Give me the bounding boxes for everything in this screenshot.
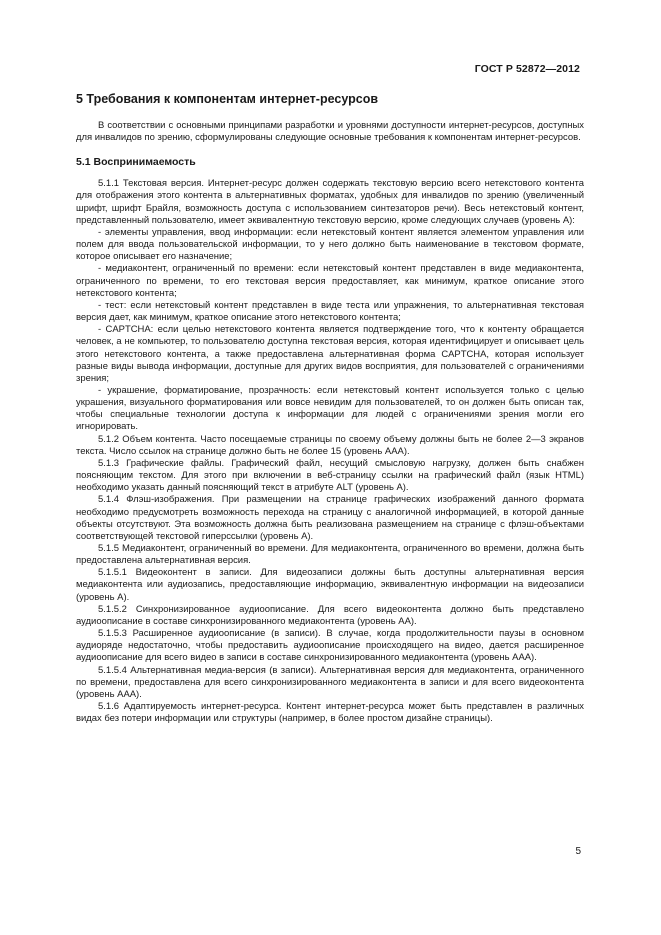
- paragraph-5-1-2: 5.1.2 Объем контента. Часто посещаемые страницы по своему объему должны быть не более 2—3 экранов текста. Число ссылок на странице должно быть не более 15 (уровень ААА).: [76, 433, 584, 457]
- page-number: 5: [575, 846, 581, 857]
- document-code: ГОСТ Р 52872—2012: [474, 63, 580, 75]
- page-content: [76, 92, 584, 725]
- paragraph-5-1-5-4: 5.1.5.4 Альтернативная медиа-версия (в записи). Альтернативная версия для медиаконтента, ограниченного по времени, предоставлена для всего синхронизированного медиаконтента в записи и для всего видеоконтента (уровень ААА).: [76, 664, 584, 700]
- list-item-test: - тест: если нетекстовый контент представлен в виде теста или упражнения, то альтернативная текстовая версия дает, как минимум, краткое описание этого нетекстового контента;: [76, 299, 584, 324]
- list-item-controls: - элементы управления, ввод информации: если нетекстовый контент является элементом управления или полем для ввода пользовательской информации, то у него должно быть наименование в текстовом формате, которое описывает его назначение;: [76, 226, 584, 263]
- list-item-decoration: - украшение, форматирование, прозрачность: если нетекстовый контент используется только с целью украшения, визуального форматирования или вовсе невидим для пользователей, то он должен быть описан так, чтобы специальные технологии доступа к информации для людей с ограничениями зрения могли его игнорировать.: [76, 384, 584, 433]
- subsection-title: 5.1 Воспринимаемость: [76, 156, 196, 169]
- paragraph-5-1-1: 5.1.1 Текстовая версия. Интернет-ресурс должен содержать текстовую версию всего нетекстового контента для отображения этого контента в альтернативных форматах, удобных для инвалидов по зрению (увеличенный шрифт, шрифт Брайля, возможность доступа с использованием синтезаторов речи). Весь нетекстовый контент, представленный пользователю, имеет эквивалентную текстовую версию, кроме следующих случаев (уровень А):: [76, 178, 584, 226]
- paragraph-5-1-5-2: 5.1.5.2 Синхронизированное аудиоописание. Для всего видеоконтента должно быть представлено аудиоописание в составе синхронизированного медиаконтента (уровень АА).: [76, 603, 584, 627]
- paragraph-5-1-6: 5.1.6 Адаптируемость интернет-ресурса. Контент интернет-ресурса может быть представлен в различных видах без потери информации или структуры (например, в более простом дизайне страницы).: [76, 701, 584, 725]
- paragraph-5-1-5-3: 5.1.5.3 Расширенное аудиоописание (в записи). В случае, когда продолжительности паузы в основном аудиоряде недостаточно, чтобы предоставить аудиоописание происходящего на видео, дается расширенное аудиоописание для всего видео в записи в составе синхронизированного медиаконтента (уровень ААА).: [76, 628, 584, 664]
- paragraph-5-1-5: 5.1.5 Медиаконтент, ограниченный во времени. Для медиаконтента, ограниченного во времени, должна быть предоставлена альтернативная версия.: [76, 543, 584, 567]
- list-item-captcha: - CAPTCHA: если целью нетекстового контента является подтверждение того, что к контенту обращается человек, а не компьютер, то пользователю доступна текстовая версия, которая идентифицирует и описывает цель этого нетекстового контента, а также предоставлена альтернативная форма CAPTCHA, которая использует разные виды вывода информации, доступные для других видов восприятия, для пользователей с ограничениями зрения;: [76, 324, 584, 384]
- paragraph-5-1-3: 5.1.3 Графические файлы. Графический файл, несущий смысловую нагрузку, должен быть снабжен поясняющим текстом. Для этого при включении в веб-страницу ссылки на графический файл (язык HTML) необходимо указать данный поясняющий текст в атрибуте ALT (уровень А).: [76, 457, 584, 494]
- paragraph-5-1-4: 5.1.4 Флэш-изображения. При размещении на странице графических изображений данного формата необходимо предусмотреть возможность перехода на страницу с аналогичной информацией, в которой данные объекты отсутствуют. Эта возможность должна быть реализована размещением на странице с флэш-объектами соответствующей текстовой гиперссылки (уровень А).: [76, 494, 584, 542]
- list-item-media: - медиаконтент, ограниченный по времени: если нетекстовый контент представлен в виде медиаконтента, ограниченного по времени, то его текстовая версия предоставляет, как минимум, краткое описание этого нетекстового контента;: [76, 263, 584, 299]
- section-title: 5 Требования к компонентам интернет-ресурсов: [76, 92, 379, 106]
- section-intro: В соответствии с основными принципами разработки и уровнями доступности интернет-ресурсов, доступных для инвалидов по зрению, сформулированы следующие основные требования к компонентам интернет-ресурсов.: [76, 120, 584, 144]
- paragraph-5-1-5-1: 5.1.5.1 Видеоконтент в записи. Для видеозаписи должны быть доступны альтернативная версия медиаконтента или аудиозапись, предоставляющие информацию, эквивалентную информации на видеозаписи (уровень А).: [76, 567, 584, 603]
